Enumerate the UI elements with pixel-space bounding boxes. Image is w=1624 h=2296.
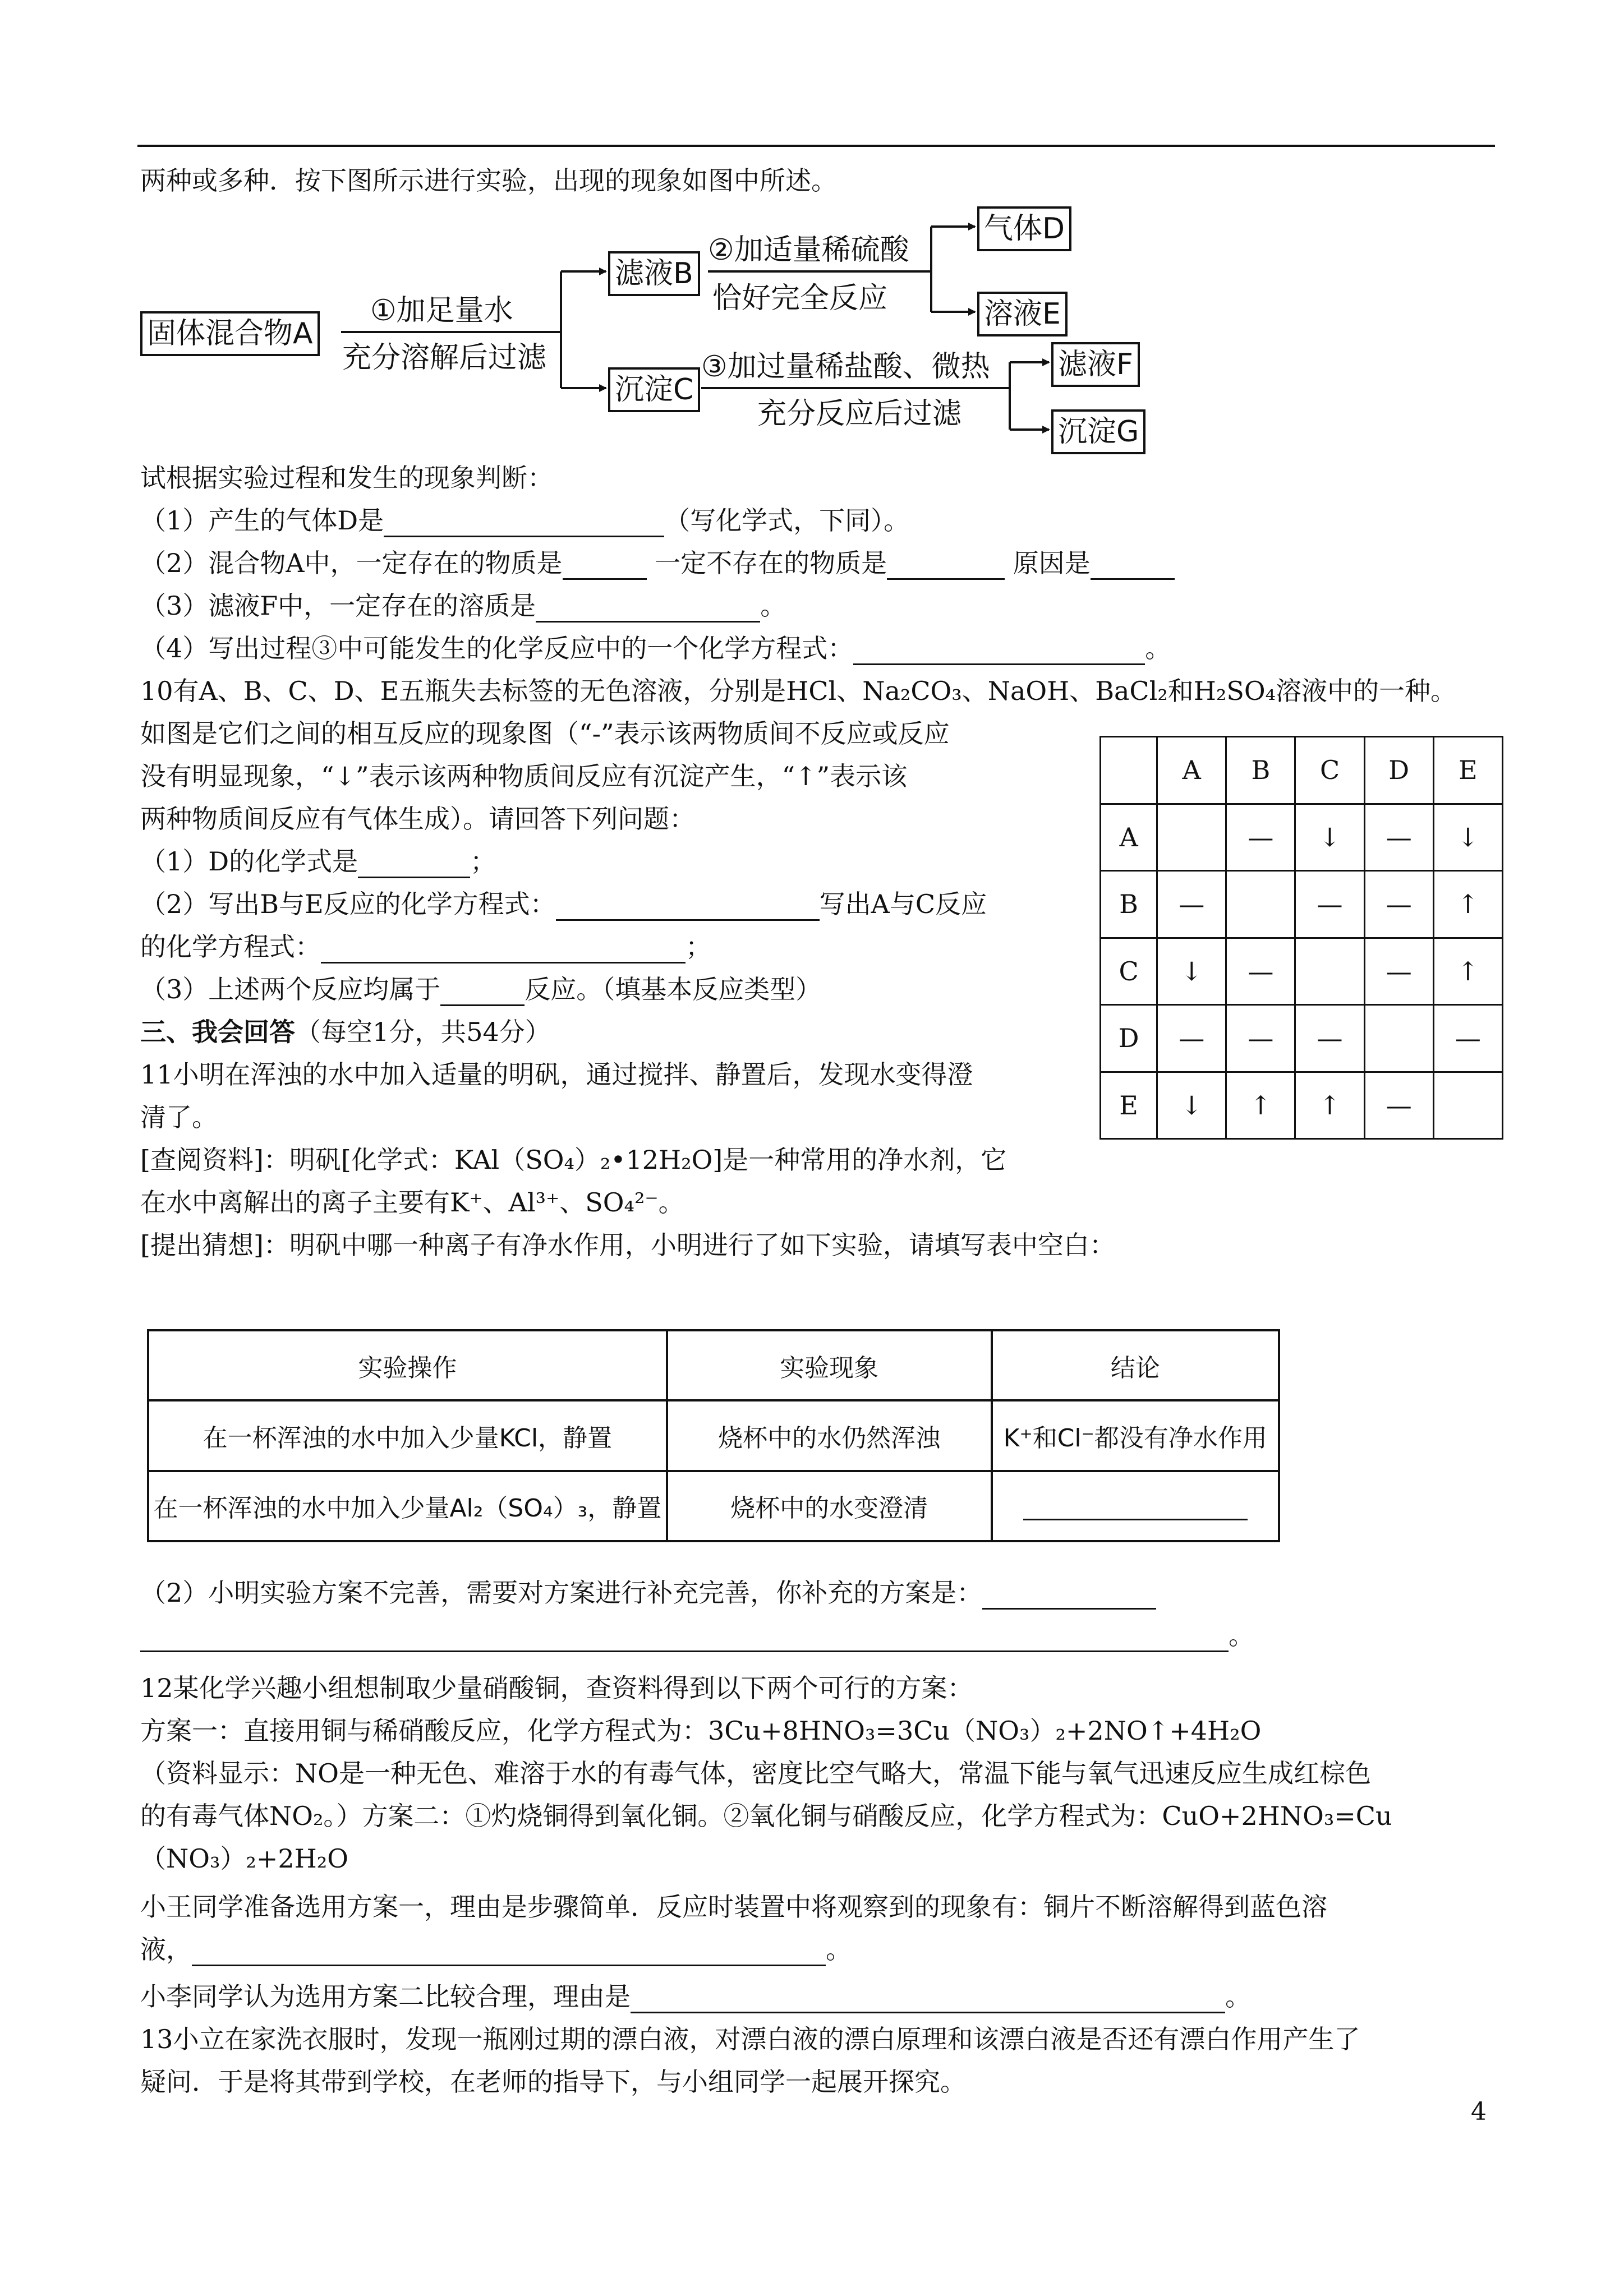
q12-line8: 小李同学认为选用方案二比较合理，理由是 。 — [140, 1980, 1251, 2013]
q11-line3: [查阅资料]：明矾[化学式：KAl（SO₄）₂•12H₂O]是一种常用的净水剂，它 — [140, 1145, 1007, 1175]
q9-part4: （4）写出过程③中可能发生的化学反应中的一个化学方程式： 。 — [140, 631, 1171, 665]
experiment-table — [147, 1329, 1280, 1542]
answer-blank[interactable] — [140, 1624, 1229, 1652]
conclusion-answer-cell[interactable] — [992, 1471, 1279, 1541]
box-filtrate-b: 滤液B — [608, 251, 700, 296]
header-line: 两种或多种．按下图所示进行实验，出现的现象如图中所述。 — [140, 165, 837, 196]
table-row: A — ↓ — ↓ — [1101, 804, 1503, 871]
reaction-phenomena-table — [1099, 736, 1503, 1140]
box-solution-e: 溶液E — [977, 292, 1068, 336]
box-solid-mixture-a: 固体混合物A — [140, 311, 320, 356]
q13-line1: 13小立在家洗衣服时，发现一瓶刚过期的漂白液，对漂白液的漂白原理和该漂白液是否还有漂白作用产生了 — [140, 2024, 1360, 2054]
q11-part2-cont: 。 — [140, 1619, 1254, 1652]
box-precipitate-c: 沉淀C — [608, 367, 700, 412]
answer-blank[interactable] — [563, 551, 647, 580]
box-gas-d: 气体D — [977, 206, 1071, 251]
q9-intro: 试根据实验过程和发生的现象判断： — [140, 463, 553, 493]
step2-top-label: ②加适量稀硫酸 — [708, 233, 909, 267]
q10-line3: 没有明显现象，“↓”表示该两种物质间反应有沉淀产生，“↑”表示该 — [140, 761, 908, 791]
step1-top-label: ①加足量水 — [370, 294, 513, 328]
table-row: D — — — — — [1101, 1005, 1503, 1072]
q11-line2: 清了。 — [140, 1102, 218, 1132]
answer-blank[interactable] — [1091, 551, 1175, 580]
q9-part1: （1）产生的气体D是 （写化学式，下同）。 — [140, 504, 909, 537]
table-row: A B C D E — [1101, 737, 1503, 804]
q10-line2: 如图是它们之间的相互反应的现象图（“-”表示该两物质间不反应或反应 — [140, 718, 950, 749]
answer-blank[interactable] — [853, 637, 1145, 665]
q9-part3: （3）滤液F中，一定存在的溶质是 。 — [140, 589, 786, 623]
answer-blank[interactable] — [887, 551, 1005, 580]
q11-line5: [提出猜想]：明矾中哪一种离子有净水作用，小明进行了如下实验，请填写表中空白： — [140, 1230, 1115, 1260]
section3-heading: 三、我会回答（每空1分，共54分） — [140, 1017, 551, 1047]
table-row: 在一杯浑浊的水中加入少量Al₂（SO₄）₃，静置 烧杯中的水变澄清 — [148, 1471, 1279, 1541]
q10-part2: （2）写出B与E反应的化学方程式： 写出A与C反应 — [140, 887, 987, 921]
q13-line2: 疑问．于是将其带到学校，在老师的指导下，与小组同学一起展开探究。 — [140, 2067, 966, 2097]
step3-bottom-label: 充分反应后过滤 — [757, 397, 962, 431]
answer-blank[interactable] — [536, 594, 760, 623]
table-row: E ↓ ↑ ↑ — — [1101, 1072, 1503, 1139]
answer-blank[interactable] — [1023, 1496, 1248, 1520]
q12-line3: （资料显示：NO是一种无色、难溶于水的有毒气体，密度比空气略大，常温下能与氧气迅速反应生成红棕色 — [140, 1758, 1371, 1788]
q11-line1: 11小明在浑浊的水中加入适量的明矾，通过搅拌、静置后，发现水变得澄 — [140, 1059, 973, 1090]
step2-bottom-label: 恰好完全反应 — [712, 282, 888, 315]
q12-line5: （NO₃）₂+2H₂O — [140, 1843, 348, 1874]
flowchart-connectors — [0, 0, 1624, 460]
q12-line2: 方案一：直接用铜与稀硝酸反应，化学方程式为：3Cu+8HNO₃=3Cu（NO₃）₂+2NO↑+4H₂O — [140, 1716, 1262, 1746]
answer-blank[interactable] — [358, 850, 470, 878]
table-row: 在一杯浑浊的水中加入少量KCl，静置 烧杯中的水仍然浑浊 K⁺和Cl⁻都没有净水作用 — [148, 1400, 1279, 1470]
table-row: 实验操作 实验现象 结论 — [148, 1330, 1279, 1400]
box-filtrate-f: 滤液F — [1051, 342, 1140, 387]
q12-line1: 12某化学兴趣小组想制取少量硝酸铜，查资料得到以下两个可行的方案： — [140, 1673, 973, 1703]
q10-line1: 10有A、B、C、D、E五瓶失去标签的无色溶液，分别是HCl、Na₂CO₃、NaOH、BaCl₂和H₂SO₄溶液中的一种。 — [140, 676, 1456, 706]
table-row: C ↓ — — ↑ — [1101, 938, 1503, 1005]
q9-part2: （2）混合物A中，一定存在的物质是 一定不存在的物质是 原因是 — [140, 546, 1175, 580]
q11-line4: 在水中离解出的离子主要有K⁺、Al³⁺、SO₄²⁻。 — [140, 1187, 684, 1218]
q11-part2: （2）小明实验方案不完善，需要对方案进行补充完善，你补充的方案是： — [140, 1576, 1156, 1610]
answer-blank[interactable] — [384, 509, 664, 537]
q10-part3: （3）上述两个反应均属于 反应。（填基本反应类型） — [140, 972, 821, 1006]
q10-part2-cont: 的化学方程式： ； — [140, 930, 711, 963]
answer-blank[interactable] — [192, 1938, 826, 1966]
step1-bottom-label: 充分溶解后过滤 — [342, 341, 547, 375]
q12-line6: 小王同学准备选用方案一，理由是步骤简单．反应时装置中将观察到的现象有：铜片不断溶解得到蓝色溶 — [140, 1892, 1327, 1922]
table-row: B — — — ↑ — [1101, 871, 1503, 938]
answer-blank[interactable] — [631, 1985, 1225, 2013]
q10-line4: 两种物质间反应有气体生成）。请回答下列问题： — [140, 804, 695, 834]
answer-blank[interactable] — [556, 892, 820, 921]
q12-line4: 的有毒气体NO₂。）方案二：①灼烧铜得到氧化铜。②氧化铜与硝酸反应，化学方程式为：CuO+2HNO₃=Cu — [140, 1801, 1392, 1831]
box-precipitate-g: 沉淀G — [1051, 409, 1145, 454]
answer-blank[interactable] — [321, 935, 686, 963]
answer-blank[interactable] — [982, 1581, 1156, 1610]
step3-top-label: ③加过量稀盐酸、微热 — [701, 350, 990, 384]
answer-blank[interactable] — [440, 978, 525, 1006]
q12-line7: 液， 。 — [140, 1933, 852, 1966]
q10-part1: （1）D的化学式是 ； — [140, 845, 496, 878]
page-number: 4 — [1471, 2097, 1487, 2126]
